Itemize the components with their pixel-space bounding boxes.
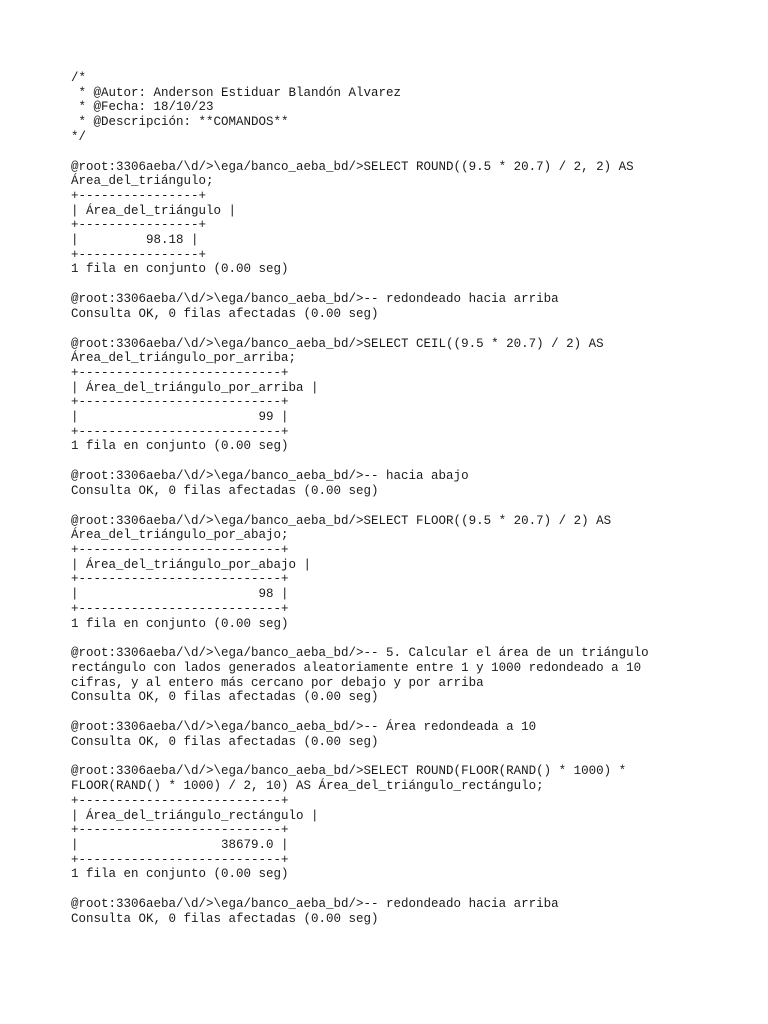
command-line: Área_del_triángulo_por_arriba;: [71, 351, 297, 366]
result-summary: 1 fila en conjunto (0.00 seg): [71, 616, 289, 631]
result-summary: Consulta OK, 0 filas afectadas (0.00 seg): [71, 734, 379, 749]
table-border: +---------------------------+: [71, 395, 289, 410]
table-row: | 98.18 |: [71, 233, 199, 248]
command-line: @root:3306aeba/\d/>\ega/banco_aeba_bd/>-- hacia abajo: [71, 469, 469, 484]
command-line: @root:3306aeba/\d/>\ega/banco_aeba_bd/>SELECT ROUND((9.5 * 20.7) / 2, 2) AS: [71, 159, 634, 174]
command-line: @root:3306aeba/\d/>\ega/banco_aeba_bd/>SELECT ROUND(FLOOR(RAND() * 1000) *: [71, 764, 627, 779]
table-border: +----------------+: [71, 218, 207, 233]
table-border: +----------------+: [71, 188, 207, 203]
table-row: | 99 |: [71, 410, 289, 425]
comment-block: [71, 720, 751, 749]
table-header: | Área_del_triángulo |: [71, 203, 237, 218]
query-floor-block: [71, 514, 751, 632]
query-round-block: [71, 160, 751, 278]
table-border: +---------------------------+: [71, 572, 289, 587]
table-header: | Área_del_triángulo_por_arriba |: [71, 380, 319, 395]
table-border: +---------------------------+: [71, 424, 289, 439]
result-summary: 1 fila en conjunto (0.00 seg): [71, 867, 289, 882]
table-row: | 38679.0 |: [71, 837, 289, 852]
header-line: */: [71, 129, 87, 144]
comment-block: [71, 292, 751, 321]
header-comment: [71, 71, 751, 145]
result-summary: Consulta OK, 0 filas afectadas (0.00 seg): [71, 306, 379, 321]
command-line: @root:3306aeba/\d/>\ega/banco_aeba_bd/>-- redondeado hacia arriba: [71, 897, 559, 912]
comment-block: [71, 469, 751, 498]
comment-block: [71, 646, 751, 705]
query-random-block: [71, 764, 751, 882]
table-row: | 98 |: [71, 587, 289, 602]
table-border: +---------------------------+: [71, 601, 289, 616]
query-ceil-block: [71, 337, 751, 455]
comment-block: [71, 897, 751, 926]
header-line: * @Fecha: 18/10/23: [71, 100, 214, 115]
result-summary: Consulta OK, 0 filas afectadas (0.00 seg): [71, 911, 379, 926]
result-summary: 1 fila en conjunto (0.00 seg): [71, 439, 289, 454]
command-line: @root:3306aeba/\d/>\ega/banco_aeba_bd/>-- 5. Calcular el área de un triángulo: [71, 646, 649, 661]
table-border: +---------------------------+: [71, 365, 289, 380]
command-line: cifras, y al entero más cercano por debajo y por arriba: [71, 675, 484, 690]
table-border: +---------------------------+: [71, 542, 289, 557]
command-line: @root:3306aeba/\d/>\ega/banco_aeba_bd/>SELECT FLOOR((9.5 * 20.7) / 2) AS: [71, 513, 612, 528]
command-line: rectángulo con lados generados aleatoriamente entre 1 y 1000 redondeado a 10: [71, 660, 642, 675]
command-line: Área_del_triángulo_por_abajo;: [71, 528, 289, 543]
document-page: [71, 71, 751, 941]
command-line: FLOOR(RAND() * 1000) / 2, 10) AS Área_del_triángulo_rectángulo;: [71, 779, 544, 794]
command-line: @root:3306aeba/\d/>\ega/banco_aeba_bd/>-- redondeado hacia arriba: [71, 292, 559, 307]
table-border: +---------------------------+: [71, 793, 289, 808]
header-line: /*: [71, 71, 87, 85]
table-border: +----------------+: [71, 247, 207, 262]
header-line: * @Descripción: **COMANDOS**: [71, 115, 289, 130]
table-border: +---------------------------+: [71, 852, 289, 867]
table-header: | Área_del_triángulo_por_abajo |: [71, 557, 312, 572]
header-line: * @Autor: Anderson Estiduar Blandón Alvarez: [71, 85, 402, 100]
result-summary: Consulta OK, 0 filas afectadas (0.00 seg): [71, 690, 379, 705]
table-header: | Área_del_triángulo_rectángulo |: [71, 808, 319, 823]
command-line: @root:3306aeba/\d/>\ega/banco_aeba_bd/>-- Área redondeada a 10: [71, 720, 537, 735]
command-line: Área_del_triángulo;: [71, 174, 214, 189]
result-summary: Consulta OK, 0 filas afectadas (0.00 seg): [71, 483, 379, 498]
table-border: +---------------------------+: [71, 823, 289, 838]
command-line: @root:3306aeba/\d/>\ega/banco_aeba_bd/>SELECT CEIL((9.5 * 20.7) / 2) AS: [71, 336, 604, 351]
result-summary: 1 fila en conjunto (0.00 seg): [71, 262, 289, 277]
